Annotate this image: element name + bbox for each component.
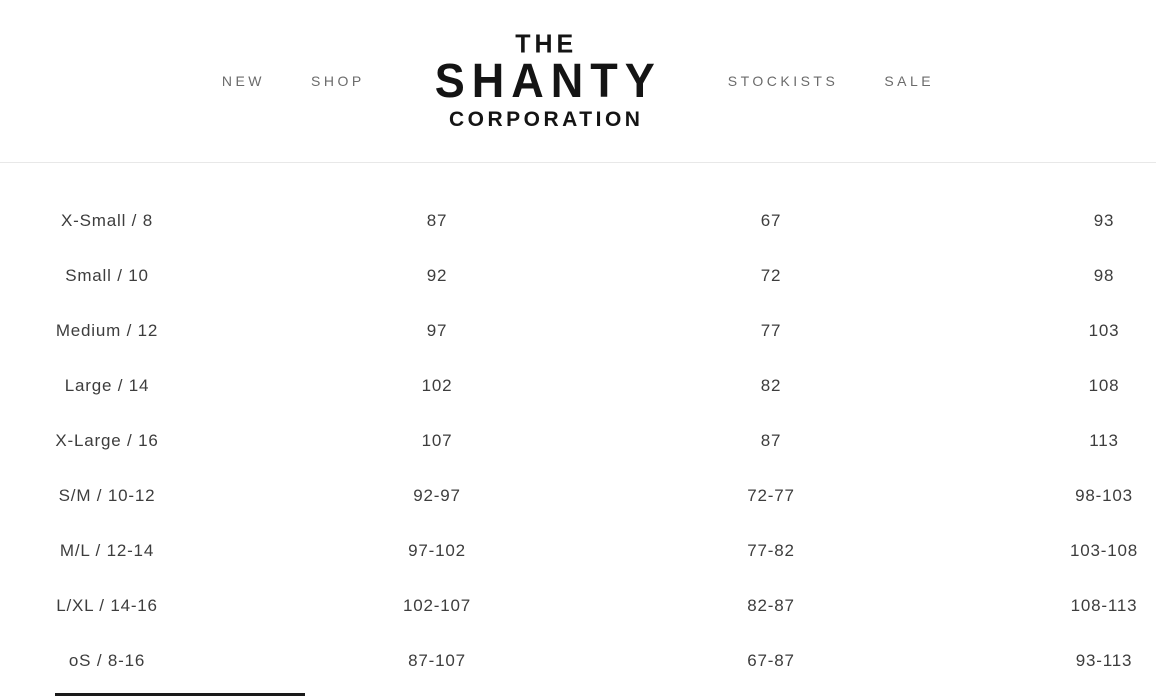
site-logo[interactable]: [431, 29, 662, 132]
table-row: [0, 248, 1156, 303]
logo-line-shanty: SHANTY: [434, 53, 662, 109]
value-cell: 107: [421, 430, 453, 450]
table-row: [0, 523, 1156, 578]
value-cell: 67: [760, 210, 782, 230]
table-row: [0, 193, 1156, 248]
value-cell: 98: [1093, 265, 1115, 285]
value-cell: 102-107: [403, 595, 471, 615]
table-row: [0, 578, 1156, 633]
size-label-cell: Medium / 12: [55, 320, 159, 340]
size-label-cell: X-Small / 8: [61, 210, 153, 230]
value-cell: 87: [760, 430, 782, 450]
value-cell: 67-87: [747, 650, 795, 670]
size-label-cell: X-Large / 16: [55, 430, 159, 450]
value-cell: 77-82: [747, 540, 795, 560]
value-cell: 98-103: [1075, 485, 1133, 505]
value-cell: 103: [1088, 320, 1120, 340]
logo-line-corporation: CORPORATION: [449, 107, 644, 132]
size-label-cell: oS / 8-16: [68, 650, 146, 670]
nav-link-sale[interactable]: SALE: [884, 73, 935, 89]
size-label-cell: L/XL / 14-16: [56, 595, 158, 615]
logo-line-the: THE: [515, 29, 578, 59]
size-label-cell: S/M / 10-12: [58, 485, 156, 505]
size-table: [0, 193, 1156, 688]
table-row: [0, 468, 1156, 523]
value-cell: 72-77: [747, 485, 795, 505]
value-cell: 87: [426, 210, 448, 230]
table-row: [0, 358, 1156, 413]
nav-link-stockists[interactable]: STOCKISTS: [727, 73, 839, 89]
value-cell: 108: [1088, 375, 1120, 395]
size-label-cell: Small / 10: [65, 265, 149, 285]
value-cell: 108-113: [1070, 595, 1138, 615]
value-cell: 92-97: [413, 485, 461, 505]
value-cell: 72: [760, 265, 782, 285]
value-cell: 93-113: [1075, 650, 1133, 670]
value-cell: 113: [1089, 430, 1119, 450]
value-cell: 77: [760, 320, 782, 340]
value-cell: 92: [426, 265, 448, 285]
value-cell: 102: [421, 375, 453, 395]
size-label-cell: Large / 14: [64, 375, 150, 395]
value-cell: 97: [426, 320, 448, 340]
size-label-cell: M/L / 12-14: [59, 540, 155, 560]
table-row: [0, 413, 1156, 468]
value-cell: 103-108: [1070, 540, 1138, 560]
value-cell: 97-102: [408, 540, 466, 560]
nav-link-shop[interactable]: SHOP: [311, 73, 365, 89]
table-row: [0, 303, 1156, 358]
value-cell: 82: [760, 375, 782, 395]
value-cell: 87-107: [408, 650, 466, 670]
table-row: [0, 633, 1156, 688]
site-header: [0, 0, 1156, 163]
nav-link-new[interactable]: NEW: [221, 73, 266, 89]
value-cell: 82-87: [747, 595, 795, 615]
value-cell: 93: [1093, 210, 1115, 230]
